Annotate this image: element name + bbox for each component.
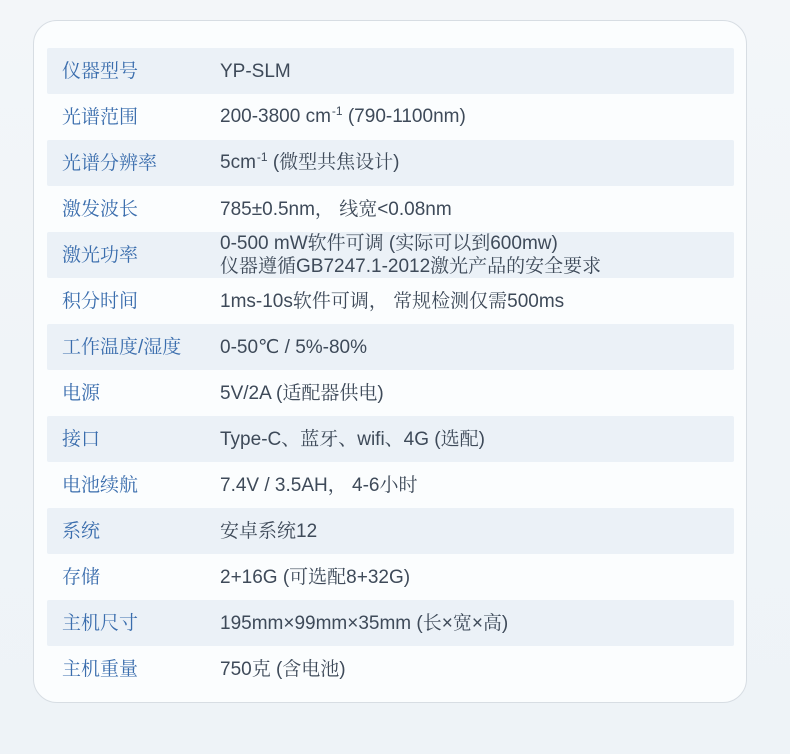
spec-value-text: (微型共焦设计) <box>267 151 400 173</box>
spec-value-text: 200-3800 cm <box>220 105 331 127</box>
spec-label: 电源 <box>62 382 101 404</box>
spec-value: 5V/2A (适配器供电) <box>220 382 384 404</box>
spec-value-text: (790-1100nm) <box>342 105 466 127</box>
spec-value <box>220 151 400 176</box>
superscript: -1 <box>256 149 268 164</box>
spec-label: 仪器型号 <box>62 60 139 82</box>
spec-value: 安卓系统12 <box>220 520 318 542</box>
spec-label: 系统 <box>62 520 101 542</box>
spec-value: 785±0.5nm， 线宽<0.08nm <box>220 198 452 220</box>
spec-value <box>220 232 601 278</box>
spec-row-storage <box>47 554 734 600</box>
spec-row-model <box>47 48 734 94</box>
spec-value: 195mm×99mm×35mm (长×宽×高) <box>220 612 509 634</box>
spec-value: 0-50℃ / 5%-80% <box>220 336 368 358</box>
spec-label: 激光功率 <box>62 244 139 266</box>
spec-row-excitation-wavelength <box>47 186 734 232</box>
spec-row-resolution <box>47 140 734 186</box>
spec-row-weight <box>47 646 734 692</box>
spec-label: 电池续航 <box>62 474 139 496</box>
spec-label: 接口 <box>62 428 101 450</box>
spec-value: 2+16G (可选配8+32G) <box>220 566 411 588</box>
spec-label: 光谱范围 <box>62 106 139 128</box>
spec-value: 1ms-10s软件可调， 常规检测仅需500ms <box>220 290 565 312</box>
spec-row-spectral-range <box>47 94 734 140</box>
spec-row-interface <box>47 416 734 462</box>
spec-value-line2: 仪器遵循GB7247.1-2012激光产品的安全要求 <box>220 256 602 277</box>
spec-value: YP-SLM <box>220 60 291 82</box>
spec-value-line1: 0-500 mW软件可调 (实际可以到600mw) <box>220 233 558 254</box>
spec-label: 主机尺寸 <box>62 612 139 634</box>
spec-label: 主机重量 <box>62 658 139 680</box>
spec-value: 7.4V / 3.5AH， 4-6小时 <box>220 474 418 496</box>
spec-value <box>220 105 466 130</box>
spec-row-integration-time <box>47 278 734 324</box>
spec-label: 光谱分辨率 <box>62 152 158 174</box>
spec-card <box>33 20 747 703</box>
spec-label: 激发波长 <box>62 198 139 220</box>
spec-row-battery-life <box>47 462 734 508</box>
spec-value: Type-C、蓝牙、wifi、4G (选配) <box>220 428 485 450</box>
spec-row-system <box>47 508 734 554</box>
spec-label: 工作温度/湿度 <box>62 336 182 358</box>
spec-row-dimensions <box>47 600 734 646</box>
spec-label: 积分时间 <box>62 290 139 312</box>
spec-value: 750克 (含电池) <box>220 658 346 680</box>
spec-row-operating-temp-humidity <box>47 324 734 370</box>
spec-row-laser-power <box>47 232 734 278</box>
spec-label: 存储 <box>62 566 101 588</box>
spec-row-power-supply <box>47 370 734 416</box>
superscript: -1 <box>331 103 343 118</box>
spec-value-text: 5cm <box>220 151 256 173</box>
